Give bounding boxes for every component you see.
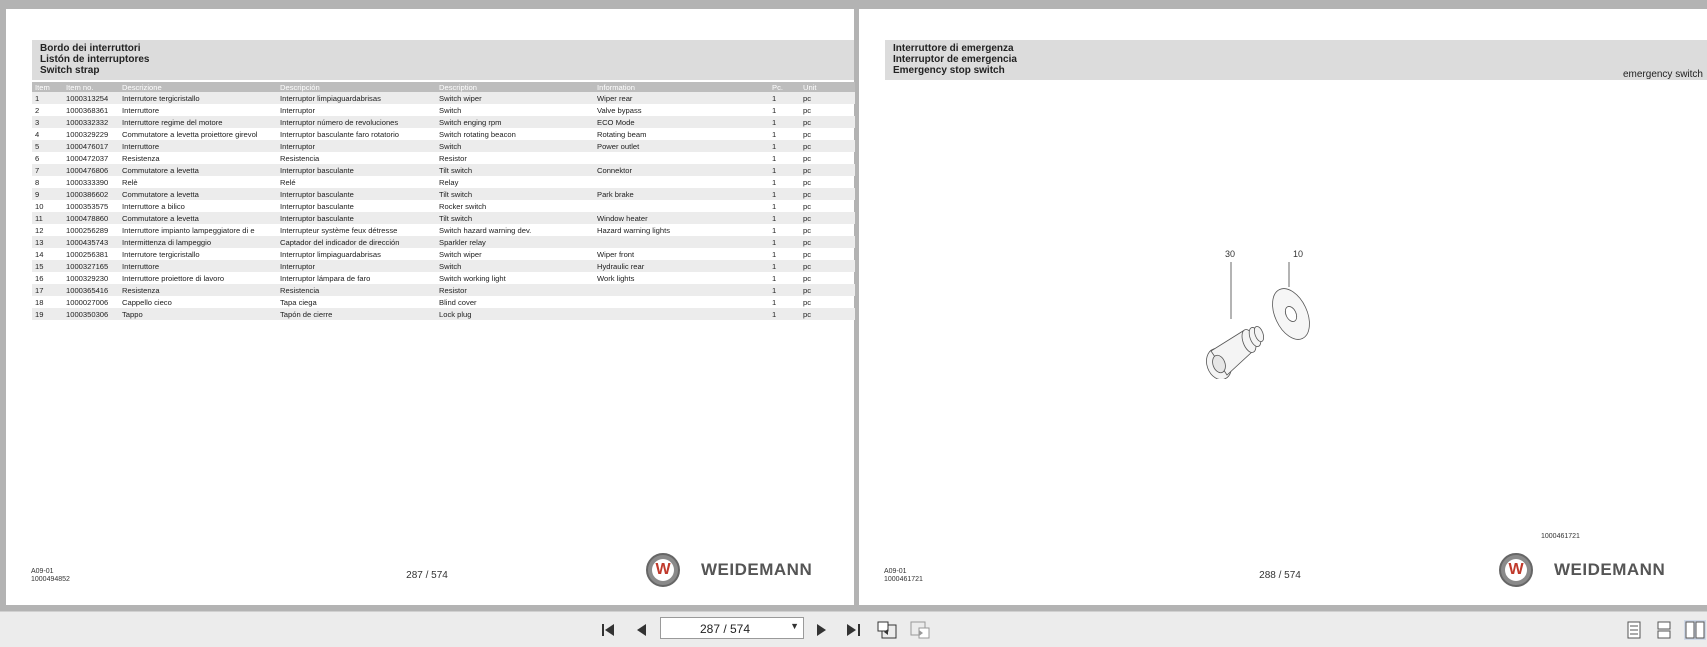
cell-item-no: 1000329230 — [66, 273, 109, 283]
cell-information: ECO Mode — [594, 116, 769, 128]
cell-pc: 1 — [769, 116, 800, 128]
cell-item: 15 — [32, 260, 63, 272]
table-row — [32, 308, 855, 320]
table-row — [32, 104, 855, 116]
cell-descripcion: Interruptor — [277, 140, 436, 152]
cell-item-no: 1000332332 — [63, 116, 119, 128]
col-descripcion: Descripción — [277, 82, 436, 92]
cell-descripcion: Resistencia — [280, 153, 320, 163]
cell-information: Park brake — [594, 188, 769, 200]
weidemann-logo-icon: W — [1499, 553, 1533, 587]
cell-item: 6 — [35, 153, 40, 163]
table-header-row — [32, 82, 855, 92]
cell-item-no: 1000476017 — [63, 140, 119, 152]
cell-item: 17 — [32, 284, 63, 296]
cell-item-no: 1000353575 — [66, 201, 109, 211]
table-row — [32, 164, 855, 176]
drawing-part-number: 1000461721 — [1541, 533, 1580, 540]
next-page-icon — [815, 622, 829, 638]
left-brand-name: WEIDEMANN — [701, 560, 813, 579]
cell-pc: 1 — [772, 201, 777, 211]
cell-unit: pc — [803, 129, 812, 139]
cell-item: 8 — [35, 177, 40, 187]
cell-item-no: 1000350306 — [63, 308, 119, 320]
cell-descrizione: Interruttore a bilico — [122, 201, 185, 211]
cell-descripcion: Interruptor basculante — [277, 212, 436, 224]
right-page — [859, 9, 1707, 605]
cell-information: Hydraulic rear — [594, 260, 769, 272]
cell-unit: pc — [803, 225, 812, 235]
cell-descripcion: Relé — [280, 177, 296, 187]
cell-description: Rocker switch — [439, 201, 487, 211]
cell-pc: 1 — [769, 164, 800, 176]
forward-view-icon — [909, 620, 931, 640]
cell-pc: 1 — [772, 105, 777, 115]
cell-item: 5 — [32, 140, 63, 152]
table-row — [32, 284, 855, 296]
cell-pc: 1 — [769, 92, 800, 104]
cell-item-no: 1000386602 — [63, 188, 119, 200]
cell-item-no: 1000472037 — [66, 153, 109, 163]
cell-pc: 1 — [772, 249, 777, 259]
left-title-en: Switch strap — [40, 65, 100, 76]
cell-unit: pc — [800, 140, 855, 152]
table-row — [32, 224, 855, 236]
cell-item-no: 1000027006 — [66, 297, 109, 307]
cell-description: Switch hazard warning dev. — [439, 225, 532, 235]
cell-unit: pc — [803, 201, 812, 211]
cell-descrizione: Commutatore a levetta — [119, 212, 277, 224]
prev-page-icon — [634, 622, 648, 638]
cell-description: Switch rotating beacon — [439, 129, 516, 139]
table-row — [32, 140, 855, 152]
col-information: Information — [594, 82, 769, 92]
cell-descripcion: Captador del indicador de dirección — [277, 236, 436, 248]
cell-descrizione: Interruttore — [119, 140, 277, 152]
right-footer-codes — [884, 568, 923, 584]
right-subtitle: emergency switch — [1622, 69, 1703, 80]
cell-descripcion: Tapa ciega — [280, 297, 317, 307]
col-pc: Pc. — [769, 82, 800, 92]
single-page-icon — [1626, 621, 1642, 639]
last-page-button[interactable] — [843, 620, 865, 640]
cell-description: Switch — [436, 260, 594, 272]
cell-description: Switch enging rpm — [436, 116, 594, 128]
callout-30: 30 — [1225, 249, 1236, 259]
cell-item: 11 — [32, 212, 63, 224]
cell-information: Wiper front — [597, 249, 635, 259]
table-row — [32, 176, 855, 188]
cell-unit: pc — [800, 164, 855, 176]
right-brand-name: WEIDEMANN — [1554, 560, 1666, 579]
col-unit: Unit — [800, 82, 855, 92]
forward-view-button[interactable] — [908, 620, 932, 640]
cell-item: 10 — [35, 201, 44, 211]
cell-descrizione: Commutatore a levetta — [119, 164, 277, 176]
cell-item: 18 — [35, 297, 44, 307]
cell-description: Sparkler relay — [436, 236, 594, 248]
cell-description: Tilt switch — [436, 212, 594, 224]
parts-table — [32, 82, 855, 320]
cell-item: 4 — [35, 129, 40, 139]
cell-descripcion: Interruptor número de revoluciones — [277, 116, 436, 128]
table-row — [32, 92, 855, 104]
cell-item-no: 1000329229 — [66, 129, 109, 139]
single-page-view-button[interactable] — [1624, 620, 1644, 640]
cell-information: Window heater — [594, 212, 769, 224]
cell-descripcion: Interruptor limpiaguardabrisas — [280, 249, 381, 259]
cell-pc: 1 — [772, 177, 777, 187]
table-row — [32, 296, 855, 308]
cell-unit: pc — [800, 236, 855, 248]
cell-unit: pc — [803, 105, 812, 115]
cell-description: Switch — [439, 105, 462, 115]
cell-descrizione: Resistenza — [122, 153, 160, 163]
cell-information — [594, 296, 769, 308]
right-title-it: Interruttore di emergenza — [893, 43, 1014, 54]
cell-pc: 1 — [772, 273, 777, 283]
cell-descripcion: Resistencia — [277, 284, 436, 296]
cell-descrizione: Interrutore tergicristallo — [119, 92, 277, 104]
cell-pc: 1 — [769, 308, 800, 320]
cell-descrizione: Commutatore a levetta proiettore girevol — [122, 129, 258, 139]
cell-description: Blind cover — [439, 297, 477, 307]
cell-item-no: 1000256289 — [66, 225, 109, 235]
table-row — [32, 212, 855, 224]
table-row — [32, 236, 855, 248]
left-title-it: Bordo dei interruttori — [40, 43, 141, 54]
left-footer-code: A09-01 — [31, 568, 54, 575]
right-page-header — [885, 40, 1707, 80]
cell-unit: pc — [800, 188, 855, 200]
cell-descrizione: Interrutore tergicristallo — [122, 249, 200, 259]
cell-descripcion: Interruptor basculante — [277, 164, 436, 176]
continuous-icon — [1656, 621, 1672, 639]
cell-pc: 1 — [769, 260, 800, 272]
cell-information — [594, 284, 769, 296]
cell-descrizione: Interruttore impianto lampeggiatore di e — [122, 225, 255, 235]
cell-description: Resistor — [436, 284, 594, 296]
right-footer-code: A09-01 — [884, 568, 907, 575]
prev-page-button[interactable] — [631, 620, 651, 640]
callout-10: 10 — [1293, 249, 1304, 259]
right-title-en: Emergency stop switch — [893, 65, 1005, 76]
back-view-icon — [876, 620, 898, 640]
cell-unit: pc — [800, 284, 855, 296]
cell-descrizione: Relè — [122, 177, 138, 187]
cell-information: Rotating beam — [597, 129, 647, 139]
cell-description: Resistor — [439, 153, 467, 163]
cell-unit: pc — [800, 212, 855, 224]
cell-information: Connektor — [594, 164, 769, 176]
cell-item: 19 — [32, 308, 63, 320]
two-page-icon — [1685, 621, 1705, 639]
cell-item-no: 1000478860 — [63, 212, 119, 224]
cell-information — [594, 152, 769, 164]
cell-unit: pc — [803, 153, 812, 163]
cell-descrizione: Interruttore regime del motore — [119, 116, 277, 128]
cell-information — [594, 308, 769, 320]
right-footer-docno: 1000461721 — [884, 576, 923, 583]
cell-pc: 1 — [772, 153, 777, 163]
next-page-button[interactable] — [812, 620, 832, 640]
cell-unit: pc — [803, 273, 812, 283]
cell-descripcion: Interruptor basculante — [280, 201, 354, 211]
continuous-view-button[interactable] — [1654, 620, 1674, 640]
page-number-value: 287 / 574 — [699, 622, 751, 636]
cell-information: Power outlet — [594, 140, 769, 152]
weidemann-logo-icon: W — [646, 553, 680, 587]
cell-descrizione: Commutatore a levetta — [119, 188, 277, 200]
cell-item-no: 1000368361 — [66, 105, 109, 115]
cell-descrizione: Interruttore proiettore di lavoro — [122, 273, 225, 283]
cell-item: 7 — [32, 164, 63, 176]
cell-descripcion: Interruptor — [280, 105, 316, 115]
first-page-icon — [600, 622, 618, 638]
col-description: Description — [436, 82, 594, 92]
first-page-button[interactable] — [599, 620, 619, 640]
cell-descripcion: Interrupteur système feux détresse — [280, 225, 398, 235]
table-row — [32, 116, 855, 128]
cell-descripcion: Interruptor limpiaguardabrisas — [277, 92, 436, 104]
table-row — [32, 248, 855, 260]
cell-descripcion: Interruptor lámpara de faro — [280, 273, 371, 283]
cell-pc: 1 — [769, 212, 800, 224]
cell-descripcion: Interruptor basculante — [277, 188, 436, 200]
cell-information — [594, 200, 769, 212]
cell-item: 13 — [32, 236, 63, 248]
col-descrizione: Descrizione — [119, 82, 277, 92]
cell-pc: 1 — [772, 297, 777, 307]
cell-pc: 1 — [769, 188, 800, 200]
cell-descrizione: Interruttore — [119, 260, 277, 272]
cell-pc: 1 — [769, 236, 800, 248]
cell-item: 3 — [32, 116, 63, 128]
cell-description: Switch — [436, 140, 594, 152]
cell-unit: pc — [803, 249, 812, 259]
cell-information — [594, 236, 769, 248]
cell-unit: pc — [803, 297, 812, 307]
cell-descrizione: Tappo — [119, 308, 277, 320]
left-page — [6, 9, 854, 605]
cell-descripcion: Interruptor — [277, 260, 436, 272]
cell-descrizione: Interruttore — [122, 105, 160, 115]
cell-pc: 1 — [769, 140, 800, 152]
table-row — [32, 272, 855, 284]
cell-pc: 1 — [772, 129, 777, 139]
cell-item-no: 1000476806 — [63, 164, 119, 176]
left-footer-docno: 1000494852 — [31, 576, 70, 583]
cell-information: Wiper rear — [594, 92, 769, 104]
table-row — [32, 152, 855, 164]
last-page-icon — [845, 622, 863, 638]
cell-item: 14 — [35, 249, 44, 259]
cell-unit: pc — [800, 308, 855, 320]
cell-description: Switch wiper — [439, 249, 482, 259]
left-page-header — [32, 40, 854, 80]
cell-description: Lock plug — [436, 308, 594, 320]
right-page-number: 288 / 574 — [1259, 570, 1301, 581]
cell-descrizione: Cappello cieco — [122, 297, 172, 307]
col-item: Item — [32, 82, 63, 92]
chevron-down-icon[interactable]: ▼ — [790, 621, 799, 631]
cell-item: 2 — [35, 105, 40, 115]
table-row — [32, 188, 855, 200]
cell-item-no: 1000256381 — [66, 249, 109, 259]
viewer-toolbar — [0, 611, 1707, 647]
table-row — [32, 128, 855, 140]
table-row — [32, 200, 855, 212]
cell-item-no: 1000435743 — [63, 236, 119, 248]
cell-descrizione: Resistenza — [119, 284, 277, 296]
cell-description: Tilt switch — [436, 164, 594, 176]
cell-information: Valve bypass — [597, 105, 642, 115]
cell-item-no: 1000333390 — [66, 177, 109, 187]
cell-unit: pc — [803, 177, 812, 187]
cell-unit: pc — [800, 116, 855, 128]
cell-pc: 1 — [769, 284, 800, 296]
cell-unit: pc — [800, 92, 855, 104]
cell-description: Tilt switch — [436, 188, 594, 200]
left-page-number: 287 / 574 — [406, 570, 448, 581]
back-view-button[interactable] — [875, 620, 899, 640]
table-row — [32, 260, 855, 272]
cell-information — [594, 176, 769, 188]
cell-item: 12 — [35, 225, 44, 235]
cell-item: 9 — [32, 188, 63, 200]
cell-descripcion: Interruptor basculante faro rotatorio — [280, 129, 400, 139]
emergency-switch-drawing — [1199, 259, 1319, 379]
cell-item-no: 1000313254 — [63, 92, 119, 104]
cell-item-no: 1000327165 — [63, 260, 119, 272]
two-page-view-button[interactable] — [1684, 620, 1706, 640]
left-title-es: Listón de interruptores — [40, 54, 150, 65]
cell-description: Switch working light — [439, 273, 506, 283]
cell-unit: pc — [800, 260, 855, 272]
cell-item: 1 — [32, 92, 63, 104]
left-footer-codes — [31, 568, 70, 584]
cell-description: Switch wiper — [436, 92, 594, 104]
cell-descrizione: Intermittenza di lampeggio — [119, 236, 277, 248]
cell-information: Work lights — [597, 273, 635, 283]
right-title-es: Interruptor de emergencia — [893, 54, 1017, 65]
cell-description: Relay — [439, 177, 459, 187]
col-item-no: Item no. — [63, 82, 119, 92]
cell-pc: 1 — [772, 225, 777, 235]
cell-information: Hazard warning lights — [597, 225, 671, 235]
cell-item-no: 1000365416 — [63, 284, 119, 296]
page-number-input[interactable] — [660, 617, 804, 639]
cell-item: 16 — [35, 273, 44, 283]
cell-descripcion: Tapón de cierre — [277, 308, 436, 320]
